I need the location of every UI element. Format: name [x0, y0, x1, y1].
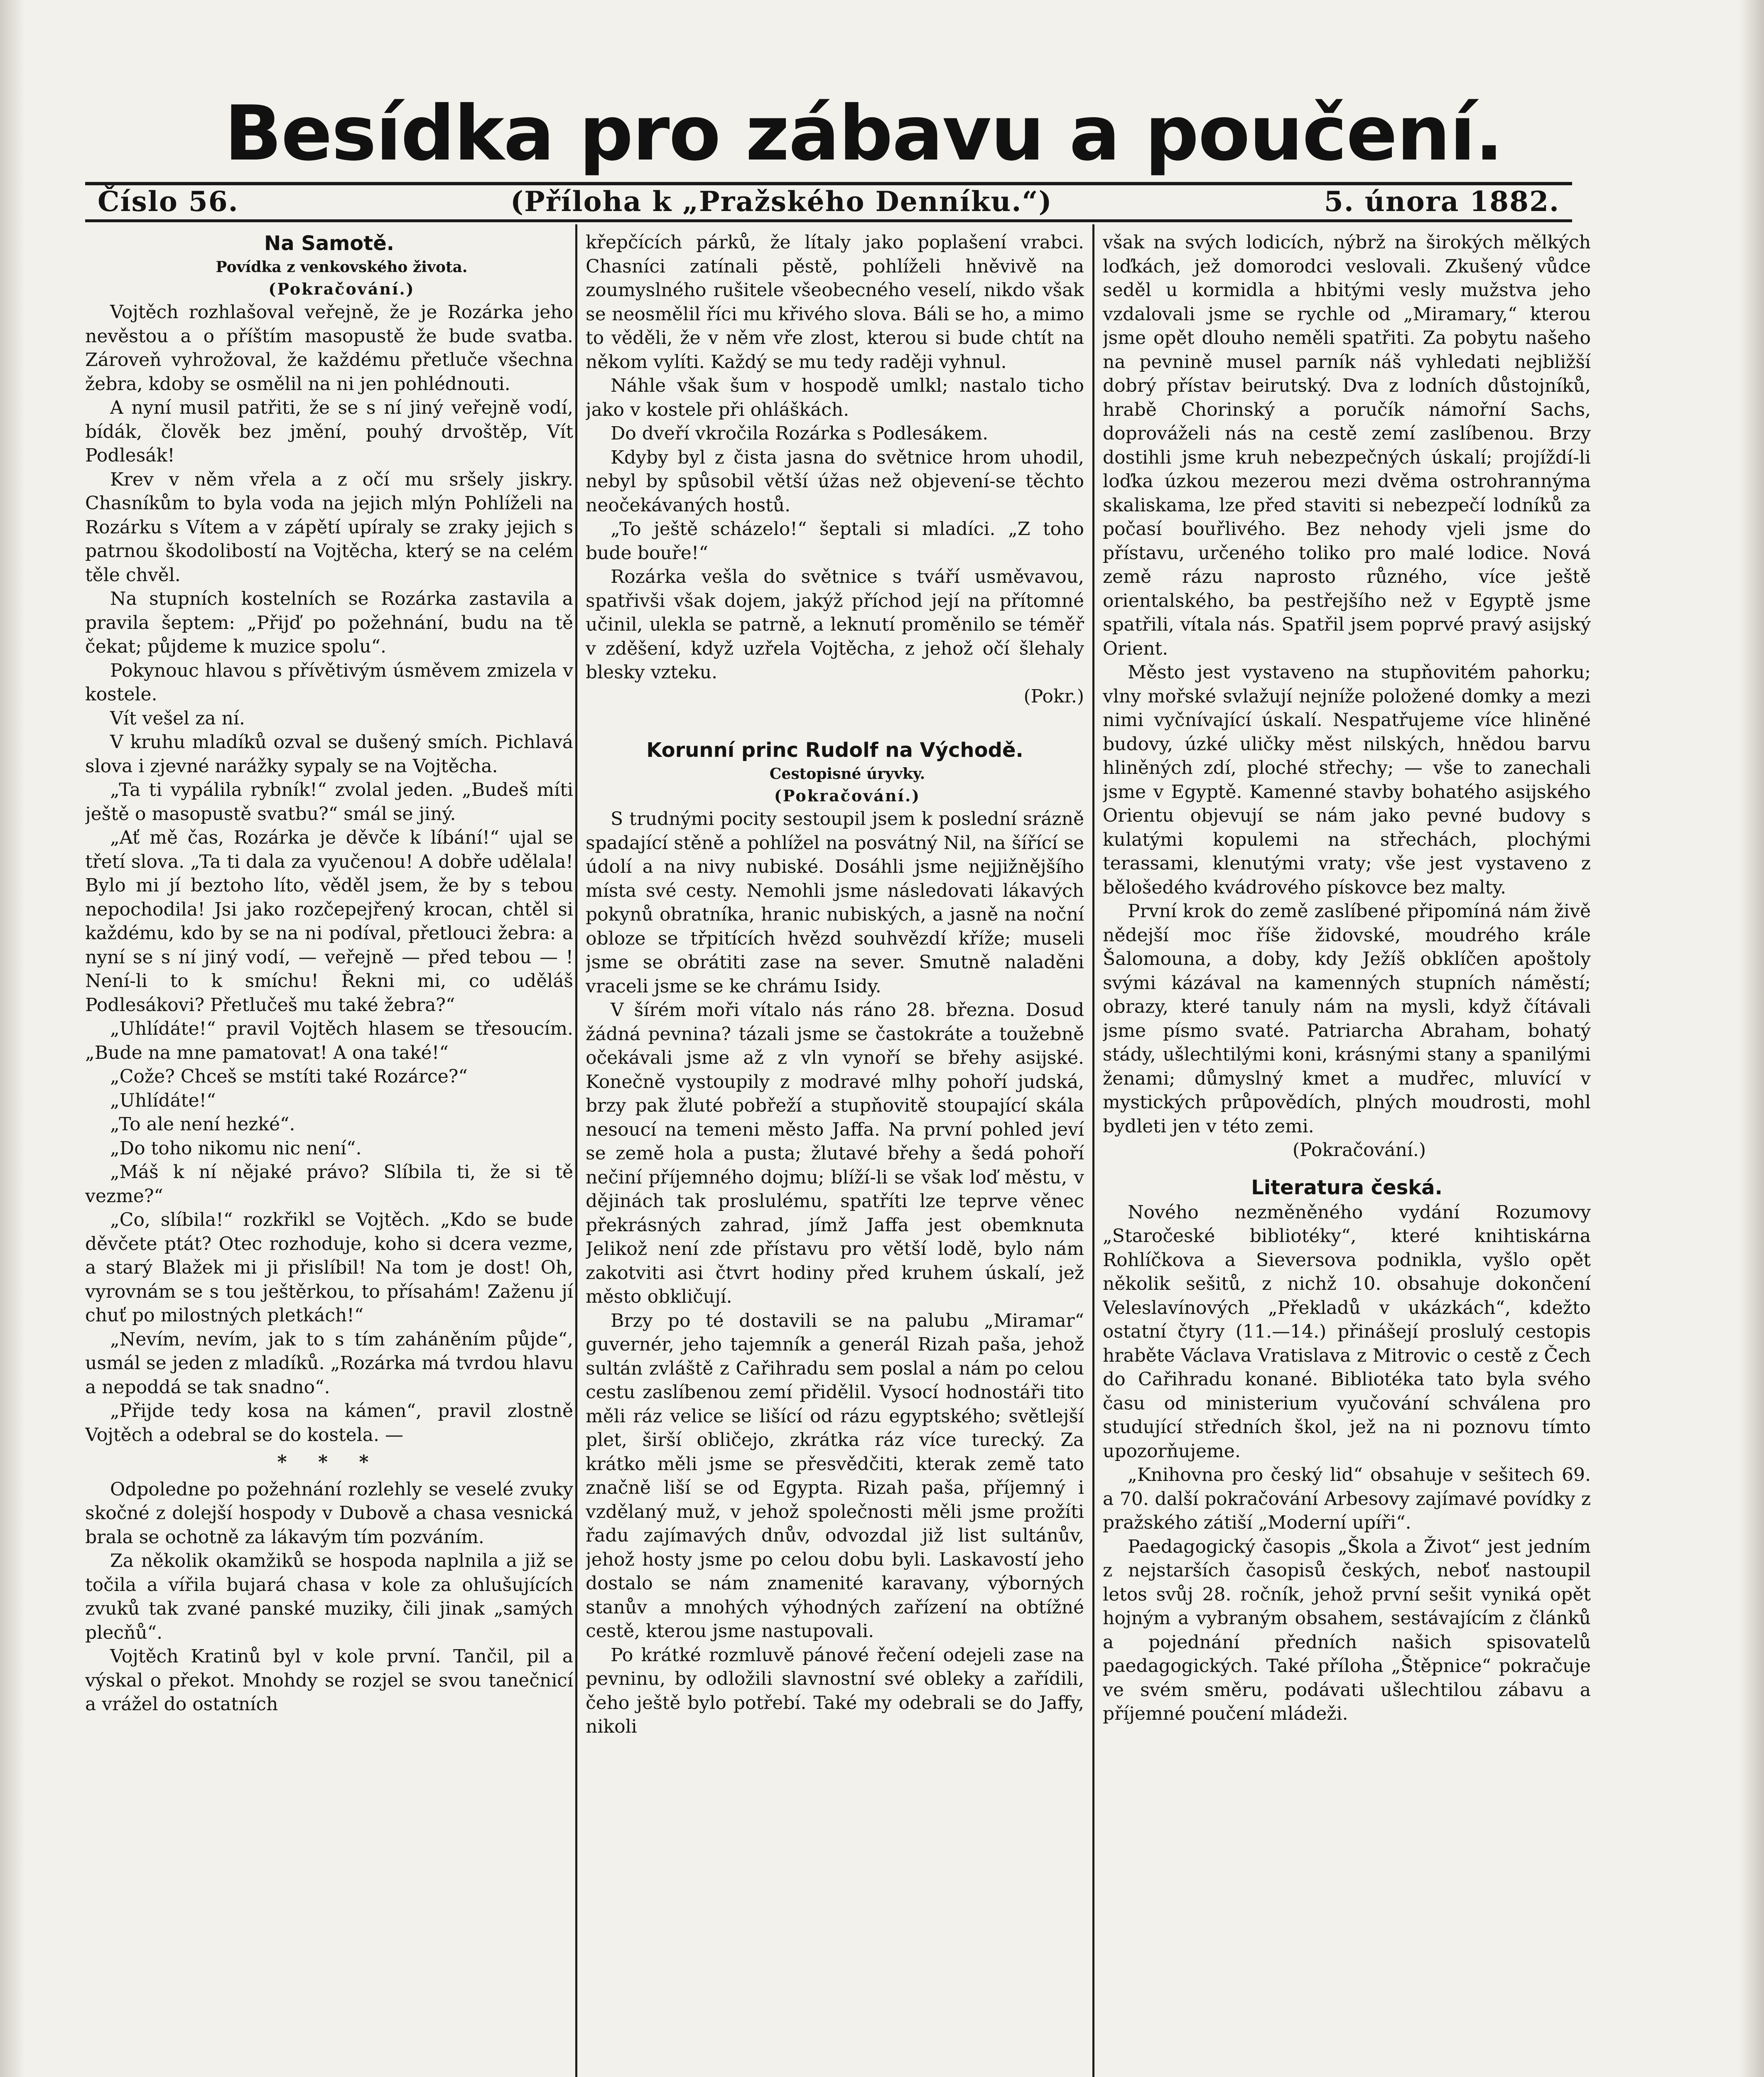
- paragraph: Na stupních kostelních se Rozárka zastavila a pravila šeptem: „Přijď po požehnání, budu na tě čekat; půjdeme k muzice spolu“.: [85, 588, 573, 657]
- paragraph: Paedagogický časopis „Škola a Život“ jest jedním z nejstarších časopisů českých, neboť nastoupil letos svůj 28. ročník, jehož první sešit vyniká opět hojným a vybraným obsahem, sestávajícím z článků a pojednání předních našich spisovatelů paedagogických. Také příloha „Štěpnice“ pokračuje ve svém směru, podávati ušlechtilou zábavu a příjemné poučení mládeži.: [1103, 1536, 1591, 1724]
- column-1: [85, 231, 573, 2077]
- column-2: [586, 231, 1084, 2077]
- paragraph: Vít vešel za ní.: [110, 707, 245, 729]
- paragraph: „Uhlídáte!“: [110, 1090, 216, 1111]
- masthead-rule-bottom: [85, 219, 1572, 222]
- story-subtitle: Povídka z venkovského života.: [216, 258, 468, 276]
- page-edge-shadow: [0, 0, 25, 2077]
- paragraph: Po krátké rozmluvě pánové řečení odejeli zase na pevninu, by odložili slavnostní své obleky a zařídili, čeho ještě bylo potřebí. Také my odebrali se do Jaffy, nikoli: [586, 1644, 1084, 1737]
- issue-date: 5. února 1882.: [1324, 185, 1560, 218]
- paragraph: Město jest vystaveno na stupňovitém pahorku; vlny mořské svlažují nejníže položené domky a mezi nimi vyčnívající úskalí. Nespatřujeme více hliněné budovy, úzké uličky měst nilských, hnědou barvu hliněných zdí, ploché střechy; — vše to zanechali jsme v Egyptě. Kamenné stavby bohatého asijského Orientu objevují se nám jako pevné budovy s kulatými kopulemi na střechách, plochými terassami, klenutými vraty; vše jest vystaveno z bělošedého kvádrového pískovce bez malty.: [1103, 662, 1591, 898]
- paragraph: Odpoledne po požehnání rozlehly se veselé zvuky skočné z dolejší hospody v Dubově a chasa vesnická brala se ochotně za lákavým tím pozváním.: [85, 1478, 573, 1548]
- paragraph: „Cože? Chceš se mstíti také Rozárce?“: [110, 1066, 468, 1087]
- paragraph: „Uhlídáte!“ pravil Vojtěch hlasem se třesoucím. „Bude na mne pamatovat! A ona také!“: [85, 1018, 573, 1063]
- story-continuation-note: (Pokračování.): [268, 280, 415, 298]
- supplement-note: (Příloha k „Pražského Denníku.“): [510, 185, 1053, 218]
- paragraph: Kdyby byl z čista jasna do světnice hrom uhodil, nebyl by spůsobil větší úžas než objevení-se těchto neočekávaných hostů.: [586, 447, 1084, 516]
- paragraph: „Máš k ní nějaké právo? Slíbila ti, že si tě vezme?“: [85, 1161, 573, 1207]
- continuation-sign: (Pokračování.): [1292, 1139, 1426, 1161]
- column-divider: [1092, 224, 1094, 2077]
- paragraph: „Ať mě čas, Rozárka je děvče k líbání!“ ujal se třetí slova. „Ta ti dala za vyučenou! A dobře udělala! Bylo mi jí beztoho líto, věděl jsem, že by s tebou nepochodila! Jsi jako rozčepejřený krocan, chtěl si každému, kdo by se na ni podíval, přetlouci žebra: a nyní se s ní jiný vodí, — veřejně — před tebou — ! Není-li to k smíchu! Řekni mi, co uděláš Podlesákovi? Přetlučeš mu také žebra?“: [85, 827, 573, 1016]
- page-edge-shadow: [1739, 0, 1764, 2077]
- paragraph: Krev v něm vřela a z očí mu sršely jiskry. Chasníkům to byla voda na jejich mlýn Pohlíželi na Rozárku s Vítem a v zápětí upíraly se zraky jejich s patrnou škodolibostí na Vojtěcha, který se na celém těle chvěl.: [85, 469, 573, 586]
- paragraph: Nového nezměněného vydání Rozumovy „Staročeské bibliotéky“, které knihtiskárna Rohlíčkova a Sieversova podnikla, vyšlo opět několik sešitů, z nichž 10. obsahuje dokončení Veleslavínových „Překladů v ukázkách“, kdežto ostatní čtyry (11.—14.) přinášejí proslulý cestopis hraběte Václava Vratislava z Mitrovic o cestě z Čech do Cařihradu konané. Bibliotéka tato byla svého času od ministerium vyučování schválena pro studující středních škol, jež na ni poznovu tímto upozorňujeme.: [1103, 1201, 1591, 1462]
- paragraph: Vojtěch rozhlašoval veřejně, že je Rozárka jeho nevěstou a o příštím masopustě že bude svatba. Zároveň vyhrožoval, že každému přetluče všechna žebra, kdoby se osmělil na ni jen pohlédnouti.: [85, 302, 573, 395]
- article-continuation-note: (Pokračování.): [774, 786, 921, 805]
- column-divider: [575, 224, 577, 2077]
- article-subtitle: Cestopisné úryvky.: [769, 765, 925, 783]
- paragraph: „Co, slíbila!“ rozkřikl se Vojtěch. „Kdo se bude děvčete ptát? Otec rozhoduje, koho si dcera vezme, a starý Blažek mi ji přislíbil! Na tom je dost! Oh, vyrovnám se s tou ještěrkou, to přísahám! Zaženu jí chuť po milostných pletkách!“: [85, 1209, 573, 1326]
- paragraph: Náhle však šum v hospodě umlkl; nastalo ticho jako v kostele při ohláškách.: [586, 375, 1084, 420]
- literature-title: Literatura česká.: [1251, 1176, 1443, 1199]
- paragraph: Do dveří vkročila Rozárka s Podlesákem.: [611, 423, 989, 444]
- paragraph: „Knihovna pro český lid“ obsahuje v sešitech 69. a 70. další pokračování Arbesovy zajímavé povídky z pražského zátiší „Moderní upíři“.: [1103, 1464, 1591, 1533]
- paragraph: „Nevím, nevím, jak to s tím zaháněním půjde“, usmál se jeden z mladíků. „Rozárka má tvrdou hlavu a nepoddá se tak snadno“.: [85, 1328, 573, 1398]
- paragraph: Rozárka vešla do světnice s tváří usměvavou, spatřivši však dojem, jakýž příchod její na přítomné učinil, ulekla se patrně, a leknutí proměnilo se téměř v zděšení, když uzřela Vojtěcha, z jehož očí šlehaly blesky vzteku.: [586, 566, 1084, 683]
- paragraph: Brzy po té dostavili se na palubu „Miramar“ guvernér, jeho tajemník a generál Rizah paša, jehož sultán zvláště z Cařihradu sem poslal a nám po celou cestu zaslíbenou zemí přidělil. Vysocí hodnostáři tito měli ráz velice se lišící od rázu egyptského; světlejší plet, širší obličejo, zkrátka ráz více turecký. Za krátko měli jsme se přesvědčiti, kterak země tato značně liší se od Egypta. Rizah paša, příjemný i vzdělaný muž, v jehož společnosti měli jsme prožíti řadu zajímavých dnův, odvozdal již list sultánův, jehož hosty jsme po celou dobu byli. Laskavostí jeho dostalo se nám znamenité karavany, výborných stanův a mnohých výhodných zařízení na obtížné cestě, kterou jsme nastupovali.: [586, 1310, 1084, 1642]
- paragraph: S trudnými pocity sestoupil jsem k poslední srázně spadající stěně a pohlížel na posvátný Nil, na šířící se údolí a na nivy nubiské. Dosáhli jsme nejjižnějšího místa své cesty. Nemohli jsme následovati lákavých pokynů obratníka, hranic nubiských, a jasně na noční obloze se třpitících hvězd souhvězdí kříže; museli jsme se obrátiti zase na sever. Smutně naladěni vraceli jsme se ke chrámu Isidy.: [586, 808, 1084, 997]
- issue-bar: [85, 184, 1572, 219]
- paragraph: Za několik okamžiků se hospoda naplnila a již se točila a vířila bujará chasa v kole za ohlušujících zvuků tak zvané panské muziky, čili jinak „samých plecňů“.: [85, 1550, 573, 1643]
- paragraph: „Přijde tedy kosa na kámen“, pravil zlostně Vojtěch a odebral se do kostela. —: [85, 1400, 573, 1446]
- story-title: Na Samotě.: [264, 232, 394, 255]
- paragraph: „Do toho nikomu nic není“.: [110, 1137, 362, 1159]
- article-title: Korunní princ Rudolf na Východě.: [646, 739, 1023, 762]
- column-3: [1103, 231, 1591, 2077]
- section-stars: * * *: [277, 1451, 381, 1473]
- paragraph: A nyní musil patřiti, že se s ní jiný veřejně vodí, bídák, člověk bez jmění, pouhý drvoštěp, Vít Podlesák!: [85, 397, 573, 466]
- paragraph: V kruhu mladíků ozval se dušený smích. Pichlavá slova i zjevné narážky sypaly se na Vojtěcha.: [85, 732, 573, 777]
- continuation-sign: (Pokr.): [1023, 685, 1084, 707]
- paragraph: První krok do země zaslíbené připomíná nám živě nědejší moc říše židovské, moudrého krále Šalomouna, a doby, kdy Ježíš obklíčen apoštoly svými kázával na kamenných stupních náměstí; obrazy, které tanuly nám na mysli, když čítávali jsme písmo svaté. Patriarcha Abraham, bohatý stády, ušlechtilými koni, krásnými stany a spanilými ženami; důmyslný kmet a mudřec, mluvící v mystických průpovědích, plných moudrosti, mohl bydleti jen v této zemi.: [1103, 901, 1591, 1137]
- paragraph: V šírém moři vítalo nás ráno 28. března. Dosud žádná pevnina? tázali jsme se častokráte a toužebně očekávali jsme až z vln vynoří se břehy asijské. Konečně vystoupily z modravé mlhy pohoří judská, brzy pak žluté pobřeží a stupňovitě stoupající skála nesoucí na temeni město Jaffa. Na první pohled jeví se země hola a pusta; žlutavé břehy a šedá pohoří nečiní příjemného dojmu; blíží-li se však loď městu, v dějinách tak proslulému, spatříti lze teprve věnec překrásných zahrad, jímž Jaffa jest obemknuta Jelikož není zde přístavu pro větší lodě, bylo nám zakotviti asi čtvrt hodiny před kruhem úskalí, jež město obkličují.: [586, 999, 1084, 1307]
- paragraph: „To ještě scházelo!“ šeptali si mladíci. „Z toho bude bouře!“: [586, 518, 1084, 564]
- paragraph: Vojtěch Kratinů byl v kole první. Tančil, pil a výskal o překot. Mnohdy se rozjel se svou tanečnicí a vrážel do ostatních: [85, 1646, 573, 1715]
- masthead-title: Besídka pro zábavu a poučení.: [224, 89, 1503, 177]
- paragraph: „To ale není hezké“.: [110, 1114, 295, 1135]
- paragraph: však na svých lodicích, nýbrž na širokých mělkých loďkách, jež domorodci veslovali. Zkušený vůdce seděl u kormidla a hbitými vesly mužstva jeho vzdalovali jsme se rychle od „Miramary,“ kterou jsme opět dlouho neměli spatřiti. Za pobytu našeho na pevnině musel parník náš vyhledati nejbližší dobrý přístav beirutský. Dva z lodních důstojníků, hrabě Chorinský a poručík námořní Sachs, doprováželi nás na cestě zemí zaslíbenou. Brzy dostihli jsme kruh nebezpečných úskalí; projíždí-li loďka úzkou mezerou mezi dvěma ostrohrannýma skaliskama, lze před staviti si nebezpečí lodníků za počasí bouřlivého. Bez nehody vjeli jsme do přístavu, určeného toliko pro malé lodice. Nová země rázu naprosto různého, více ještě orientalského, ba pestřejšího než v Egyptě jsme spatřili, vítala nás. Spatřil jsem poprvé pravý asijský Orient.: [1103, 232, 1591, 659]
- paragraph: křepčících párků, že lítaly jako poplašení vrabci. Chasníci zatínali pěstě, pohlíželi hněvivě na zoumyslného rušitele všeobecného veselí, nikdo však se neosmělil říci mu křivého slova. Báli se ho, a mimo to věděli, že v něm vře zlost, kterou si bude chtít na někom vylíti. Každý se mu tedy raději vyhnul.: [586, 232, 1084, 373]
- paragraph: Pokynouc hlavou s přívětivým úsměvem zmizela v kostele.: [85, 660, 573, 705]
- paragraph: „Ta ti vypálila rybník!“ zvolal jeden. „Budeš míti ještě o masopustě svatbu?“ smál se jiný.: [85, 779, 573, 825]
- issue-number: Číslo 56.: [98, 185, 239, 218]
